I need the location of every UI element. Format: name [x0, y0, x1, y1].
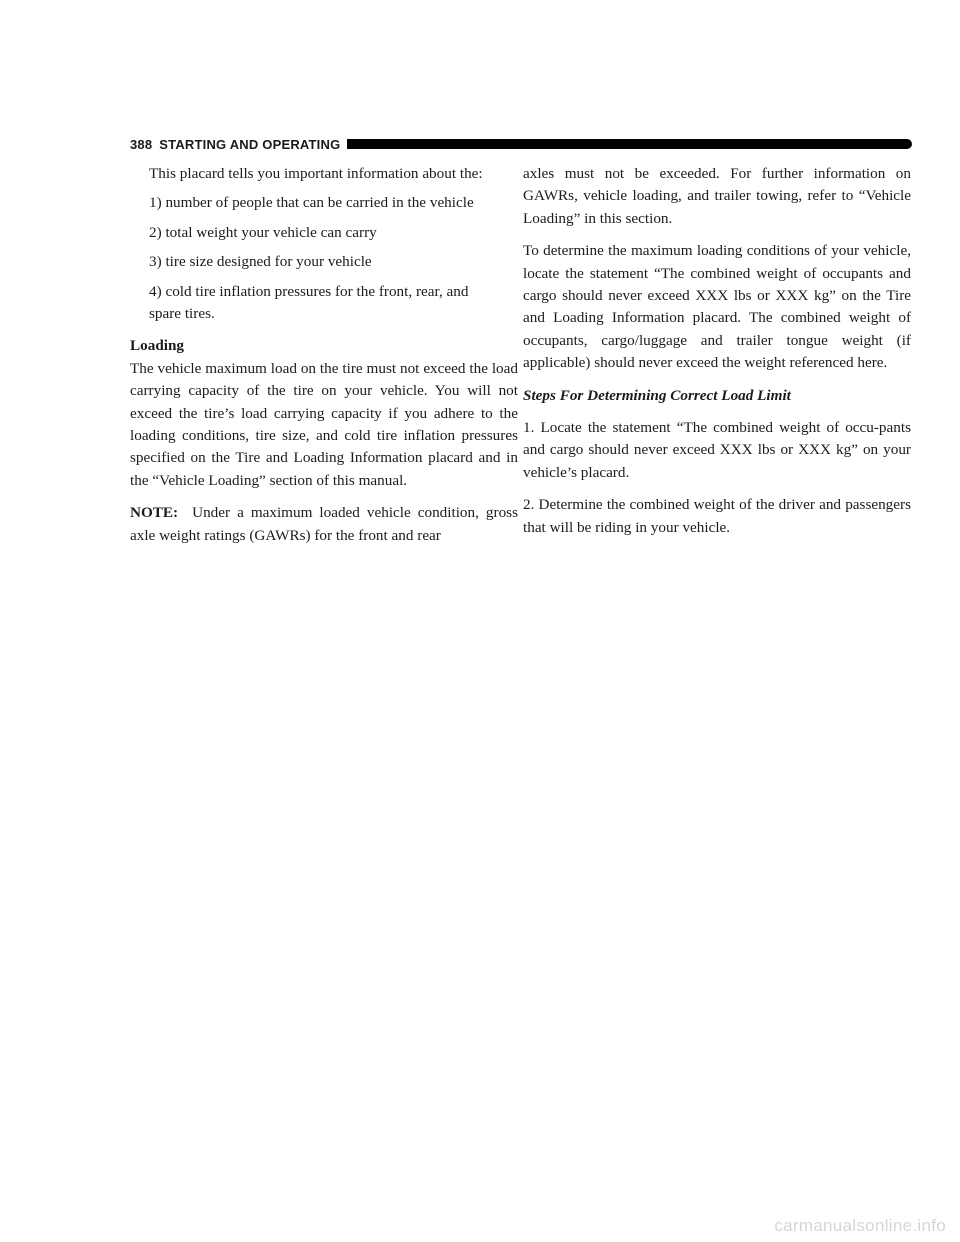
placard-list-item-2: 2) total weight your vehicle can carry	[149, 223, 377, 241]
section-title: STARTING AND OPERATING	[159, 136, 341, 152]
right-column	[523, 163, 911, 549]
note-text: Under a maximum loaded vehicle condition, gross axle weight ratings (GAWRs) for the front and rear	[130, 504, 518, 544]
placard-list-item-3: 3) tire size designed for your vehicle	[149, 253, 372, 271]
page-number: 388	[130, 136, 153, 152]
loading-paragraph: The vehicle maximum load on the tire must not exceed the load carrying capacity of the tire on your vehicle. You will not exceed the tire’s load carrying capacity if you adhere to the loading conditions, tire size, and cold tire inflation pressures specified on the Tire and Loading Information placard and in the “Vehicle Loading” section of this manual.	[130, 359, 518, 489]
note-paragraph	[130, 502, 518, 547]
placard-list-item-4: 4) cold tire inflation pressures for the front, rear, and spare tires.	[149, 282, 469, 323]
header-rule	[347, 139, 912, 149]
left-column	[130, 163, 518, 557]
note-label: NOTE:	[130, 504, 179, 522]
watermark-text: carmanualsonline.info	[774, 1216, 946, 1235]
loading-heading: Loading	[130, 337, 185, 355]
placard-intro: This placard tells you important information about the:	[149, 165, 483, 182]
step-2-paragraph: 2. Determine the combined weight of the driver and passengers that will be riding in your vehicle.	[523, 496, 911, 536]
page-header	[130, 136, 912, 152]
placard-list-item-1: 1) number of people that can be carried in the vehicle	[149, 194, 474, 212]
gawr-continuation-paragraph: axles must not be exceeded. For further information on GAWRs, vehicle loading, and trailer towing, refer to “Vehicle Loading” in this section.	[523, 165, 911, 227]
step-1-paragraph: 1. Locate the statement “The combined weight of occu-pants and cargo should never exceed XXX lbs or XXX kg” on your vehicle’s placard.	[523, 419, 911, 481]
determine-loading-paragraph: To determine the maximum loading conditions of your vehicle, locate the statement “The combined weight of occupants and cargo should never exceed XXX lbs or XXX kg” on the Tire and Loading Information placard. The combined weight of occupants, cargo/luggage and trailer tongue weight (if applicable) should never exceed the weight referenced here.	[523, 242, 911, 372]
steps-heading: Steps For Determining Correct Load Limit	[523, 386, 791, 404]
